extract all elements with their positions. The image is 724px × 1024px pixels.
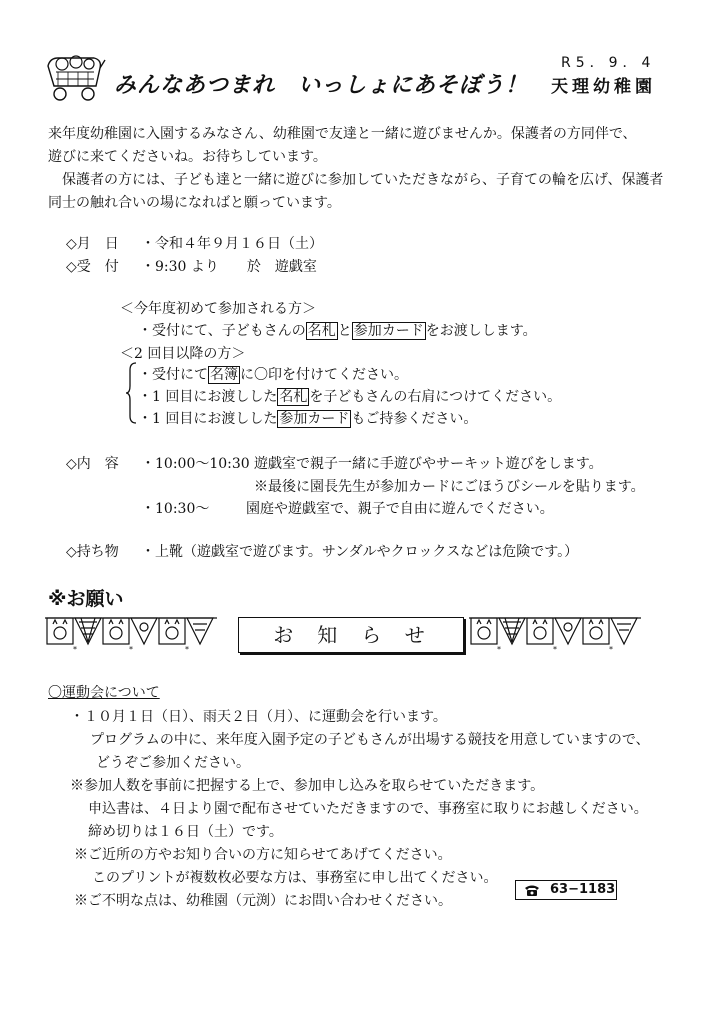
- page-title: みんなあつまれ いっしょにあそぼう！: [114, 73, 529, 98]
- repeat1-post: に〇印を付けてください。: [240, 367, 408, 383]
- reception-value: ・9:30 より 於 遊戯室: [141, 259, 317, 275]
- roster-box: 名簿: [210, 367, 238, 383]
- notice-line-7: ※ご近所の方やお知り合いの方に知らせてあげてください。: [74, 847, 452, 863]
- notice-line-2: プログラムの中に、来年度入園予定の子どもさんが出場する競技を用意していますので、: [90, 732, 650, 748]
- name-tag-box-2: 名札: [279, 389, 308, 405]
- baby-cart-icon: [44, 52, 106, 104]
- phone-number: 63−1183: [550, 882, 616, 897]
- name-tag-box: 名札: [307, 323, 336, 339]
- school-name: 天理幼稚園: [551, 77, 656, 97]
- notice-line-8: このプリントが複数枚必要な方は、事務室に申し出てください。: [92, 870, 498, 886]
- content-time-2: ・10:30〜: [141, 501, 210, 517]
- items-label: ◇持ち物: [66, 544, 119, 560]
- notice-line-6: 締め切りは１６日（土）です。: [88, 824, 283, 840]
- intro-line-2: 遊びに来てくださいね。お待ちしています。: [48, 149, 327, 165]
- svg-text:*: *: [497, 645, 501, 654]
- intro-line-4: 同士の触れ合いの場になればと願っています。: [48, 195, 341, 211]
- svg-text:*: *: [185, 645, 189, 654]
- notice-line-1: ・１０月１日（日）、雨天２日（月）、に運動会を行います。: [70, 709, 447, 725]
- svg-text:*: *: [553, 645, 557, 654]
- content-text-1: 遊戯室で親子一緒に手遊びやサーキット遊びをします。: [254, 456, 603, 472]
- first-time-heading: ＜今年度初めて参加される方＞: [120, 301, 316, 317]
- repeat1-pre: ・受付にて: [138, 367, 208, 383]
- first-time-mid: と: [337, 323, 352, 339]
- telephone-icon: [524, 884, 540, 896]
- items-value: ・上靴（遊戯室で遊びます。サンダルやクロックスなどは危険です。）: [141, 544, 579, 560]
- first-time-instruction: [138, 320, 537, 340]
- participation-card-box-2: 参加カード: [279, 411, 350, 427]
- repeat-instruction-3: [138, 408, 477, 428]
- date-label: ◇月 日: [66, 236, 119, 252]
- notice-line-9: ※ご不明な点は、幼稚園（元渕）にお問い合わせください。: [74, 893, 452, 909]
- brace-icon: [126, 362, 138, 424]
- first-time-post: をお渡しします。: [425, 323, 537, 339]
- repeat2-post: を子どもさんの右肩につけてください。: [309, 389, 562, 405]
- notice-line-5: 申込書は、４日より園で配布させていただきますので、事務室に取りにお越しください。: [88, 801, 648, 817]
- svg-text:*: *: [129, 645, 133, 654]
- notice-line-3: どうぞご参加ください。: [96, 755, 250, 771]
- reception-label: ◇受 付: [66, 259, 119, 275]
- section-title: 〇運動会について: [48, 685, 160, 701]
- intro-line-3: 保護者の方には、子ども達と一緒に遊びに参加していただきながら、子育ての輪を広げ、保護者: [62, 172, 664, 188]
- repeat-instruction-1: [138, 364, 408, 384]
- svg-text:*: *: [73, 645, 77, 654]
- notice-banner: お知らせ: [238, 617, 464, 653]
- notice-line-4: ※参加人数を事前に把握する上で、参加申し込みを取らせていただきます。: [70, 778, 545, 794]
- content-time-1: ・10:00〜10:30: [141, 456, 250, 472]
- participation-card-box: 参加カード: [353, 323, 424, 339]
- intro-line-1: 来年度幼稚園に入園するみなさん、幼稚園で友達と一緒に遊びませんか。保護者の方同伴で、: [48, 126, 637, 142]
- content-label: ◇内 容: [66, 456, 119, 472]
- repeat-instruction-2: [138, 386, 561, 406]
- issue-date: R5．9．4: [561, 55, 656, 71]
- first-time-pre: ・受付にて、子どもさんの: [138, 323, 306, 339]
- svg-text:*: *: [609, 645, 613, 654]
- request-heading: ※お願い: [48, 588, 124, 610]
- phone-box: [515, 880, 617, 900]
- repeat-heading: ＜2 回目以降の方＞: [120, 346, 246, 362]
- repeat2-pre: ・1 回目にお渡しした: [138, 389, 278, 405]
- content-text-2: 園庭や遊戯室で、親子で自由に遊んでください。: [246, 501, 554, 517]
- content-note-1: ※最後に園長先生が参加カードにごほうびシールを貼ります。: [254, 479, 645, 495]
- repeat3-post: もご持参ください。: [351, 411, 478, 427]
- date-value: ・令和４年９月１６日（土）: [141, 236, 323, 252]
- repeat3-pre: ・1 回目にお渡しした: [138, 411, 278, 427]
